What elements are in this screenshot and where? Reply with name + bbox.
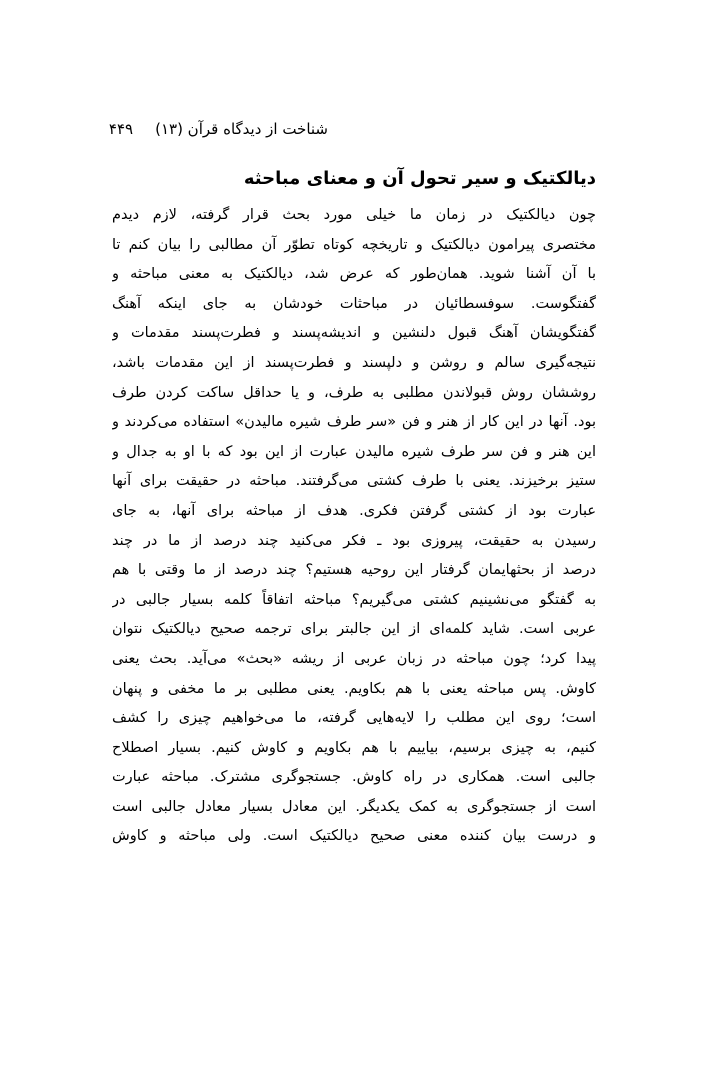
text-line: درصد از بحثهایمان گرفتار این روحیه هستیم؟ چند درصد از ما وقتی با هم [112, 562, 596, 579]
text-line: است از جستجوگری به کمک یکدیگر. این معادل بسیار معادل جالبی است [112, 798, 596, 815]
text-line: است؛ روی این مطلب را لایه‌هایی گرفته، ما می‌خواهیم چیزی را کشف [112, 710, 596, 727]
text-line: ستیز برخیزند. یعنی با طرف کشتی می‌گرفتند. مباحثه در حقیقت برای آنها [112, 473, 596, 490]
text-line: روششان روش قبولاندن مطلبی به طرف، و یا حداقل ساکت کردن طرف [112, 384, 596, 401]
page-number: ۴۴۹ [108, 120, 134, 138]
text-line: نتیجه‌گیری سالم و روشن و دلپسند و فطرت‌پسند از این مقدمات باشد، [112, 354, 596, 371]
text-line: چون دیالکتیک در زمان ما خیلی مورد بحث قرار گرفته، لازم دیدم [112, 207, 596, 223]
section-heading: دیالکتیک و سیر تحول آن و معنای مباحثه [243, 168, 596, 189]
text-line: عربی است. شاید کلمه‌ای از این جالبتر برای ترجمه صحیح دیالکتیک نتوان [112, 621, 596, 638]
text-line: عبارت بود از کشتی گرفتن فکری. هدف از مباحثه برای آنها، به جای [112, 502, 596, 519]
running-title: شناخت از دیدگاه قرآن (۱۳) [155, 120, 328, 138]
text-line: پیدا کرد؛ چون مباحثه در زبان عربی از ریشه «بحث» می‌آید. بحث یعنی [112, 650, 596, 667]
text-line: گفتگوست. سوفسطائیان در مباحثات خودشان به جای اینکه آهنگ [112, 295, 596, 312]
text-line: کنیم، به چیزی برسیم، بیاییم با هم بکاویم و کاوش کنیم. بسیار اصطلاح [112, 739, 596, 756]
text-line: کاوش. پس مباحثه یعنی با هم بکاویم. یعنی مطلبی بر ما مخفی و پنهان [112, 680, 596, 697]
text-line: و درست بیان کننده معنی صحیح دیالکتیک است. ولی مباحثه و کاوش [112, 828, 596, 845]
text-line: جالبی است. همکاری در راه کاوش. جستجوگری مشترک. مباحثه عبارت [112, 769, 596, 786]
body-paragraph [112, 201, 596, 852]
text-line: مختصری پیرامون دیالکتیک و تاریخچه کوتاه تطوّر آن مطالبی را بیان کنم تا [112, 236, 596, 253]
text-line: این هنر و فن سر طرف شیره مالیدن عبارت از این بود که با او به جدال و [112, 443, 596, 460]
text-line: گفتگویشان آهنگ قبول دلنشین و اندیشه‌پسند و فطرت‌پسند مقدمات و [112, 325, 596, 342]
text-line: رسیدن به حقیقت، پیروزی بود ـ فکر می‌کنید چند درصد از ما در چند [112, 532, 596, 549]
page-header [108, 120, 328, 138]
text-line: به گفتگو می‌نشینیم کشتی می‌گیریم؟ مباحثه اتفاقاً کلمه بسیار جالبی در [112, 591, 596, 608]
text-line: بود. آنها در این کار از هنر و فن «سر طرف شیره مالیدن» استفاده می‌کردند و [112, 414, 596, 431]
text-line: با آن آشنا شوید. همان‌طور که عرض شد، دیالکتیک به معنی مباحثه و [112, 266, 596, 283]
